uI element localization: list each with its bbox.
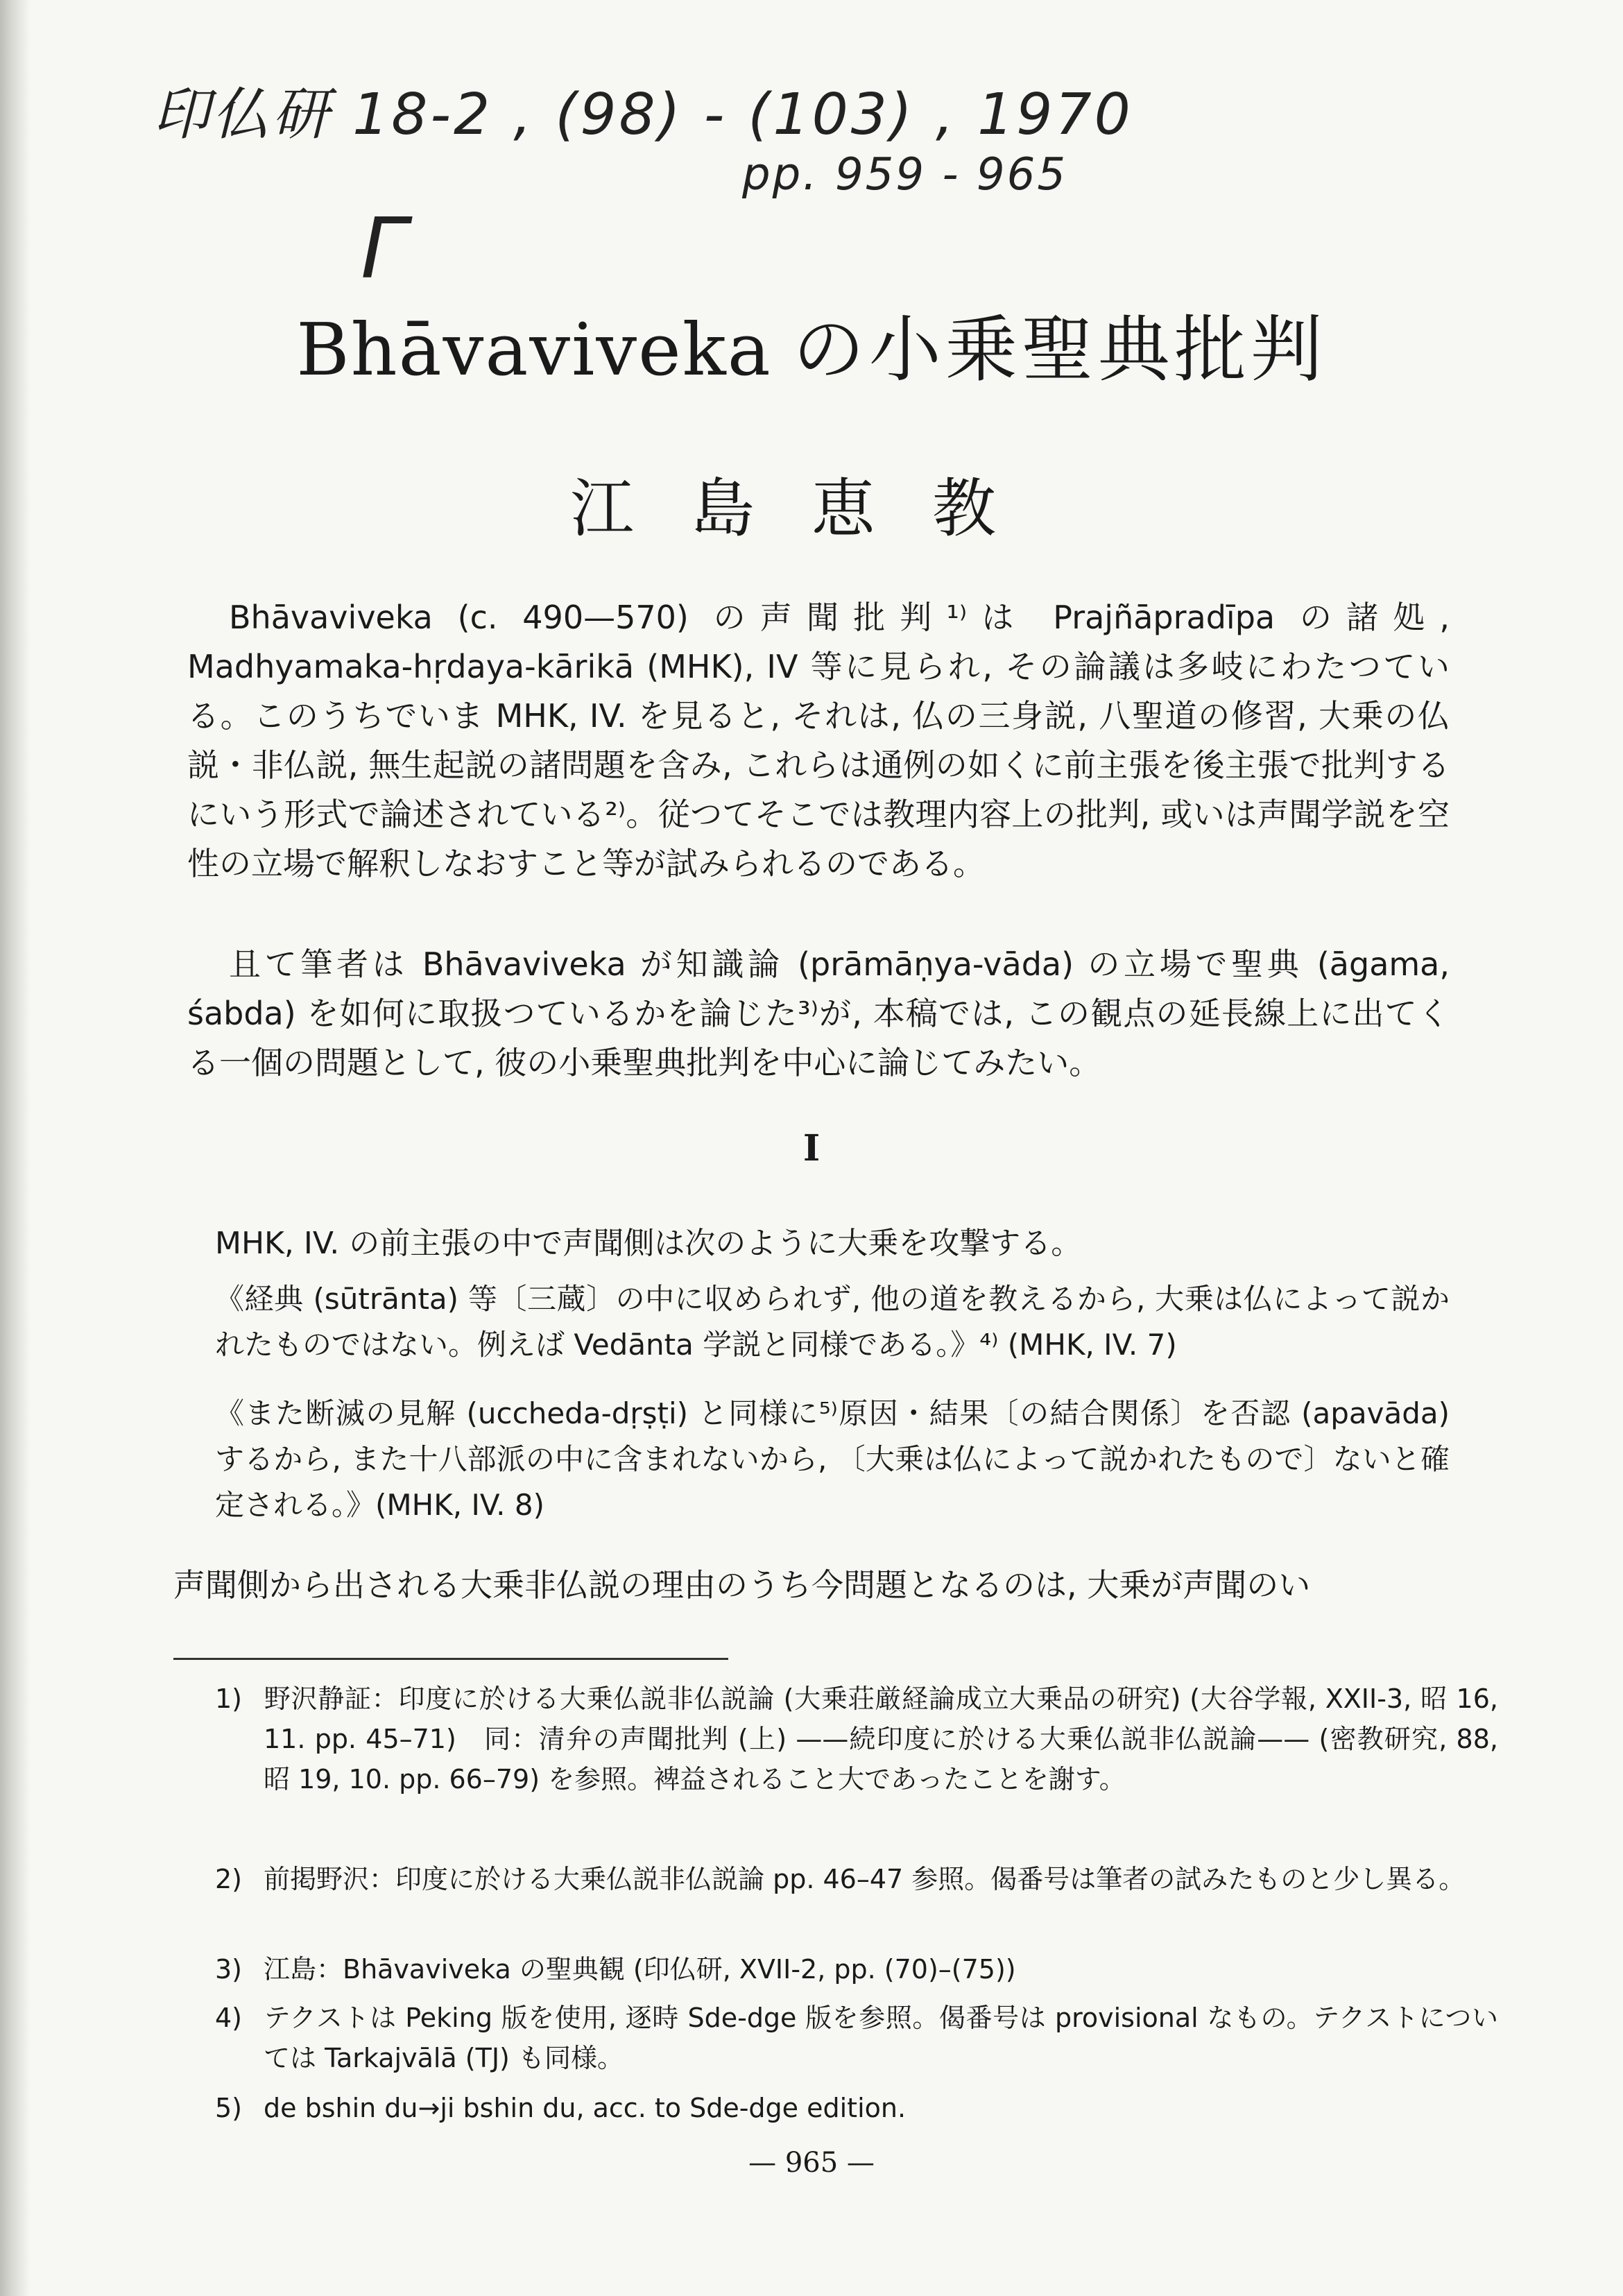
footnote [215, 2088, 1498, 2128]
footnote [215, 1998, 1498, 2078]
title-latin: Bhāvaviveka [296, 307, 772, 392]
footnote [215, 1949, 1498, 1989]
title-japanese: の小乗聖典批判 [792, 307, 1327, 392]
paper-title [0, 291, 1623, 395]
paragraph-continuation: 声聞側から出される大乗非仏説の理由のうち今問題となるのは, 大乗が声聞のい [173, 1566, 1311, 1604]
paragraph-aim: 且て筆者は Bhāvaviveka が知識論 (prāmāṇya-vāda) の立場で聖典 (āgama, śabda) を如何に取扱つているかを論じた³⁾が, 本稿では, この観点の延長線上に出てくる一個の問題として, 彼の小乗聖典批判を中心に論じてみたい。 [187, 945, 1450, 1081]
footnote-divider [173, 1658, 728, 1660]
footnote-number: 4) [215, 2003, 243, 2033]
quote-mhk-iv-7: 《経典 (sūtrānta) 等〔三蔵〕の中に収められず, 他の道を教えるから, 大乗は仏によって説かれたものではない。例えば Vedānta 学説と同様である。》⁴⁾ (MHK, IV. 7) [215, 1282, 1450, 1362]
footnote-text: テクストは Peking 版を使用, 逐時 Sde-dge 版を参照。偈番号は provisional なもの。テクストについては Tarkajvālā (TJ) も同様。 [264, 2003, 1498, 2073]
footnote [215, 1679, 1498, 1799]
quote-intro: MHK, IV. の前主張の中で声聞側は次のように大乗を攻撃する。 [215, 1226, 1082, 1261]
footnote-text: de bshin du→ji bshin du, acc. to Sde-dge edition. [264, 2093, 907, 2123]
footnote [215, 1859, 1498, 1899]
footnote-text: 野沢静証：印度に於ける大乗仏説非仏説論 (大乗荘厳経論成立大乗品の研究) (大谷学報, XXII-3, 昭 16, 11. pp. 45–71) 同：清弁の声聞批判 (上) ——続印度に於ける大乗仏説非仏説論—— (密教研究, 88, 昭 19, 10. pp. 66–79) を参照。裨益されること大であったことを謝す。 [264, 1684, 1498, 1794]
page-number: — 965 — [748, 2147, 875, 2179]
footnote-number: 5) [215, 2093, 243, 2123]
footnote-number: 2) [215, 1864, 243, 1894]
handwritten-page-range: pp. 959 - 965 [742, 149, 1068, 200]
footnote-number: 1) [215, 1684, 243, 1714]
section-heading: I [802, 1127, 821, 1170]
paragraph-intro: Bhāvaviveka (c. 490—570) の声聞批判¹⁾は Prajñāpradīpa の諸処, Madhyamaka-hṛdaya-kārikā (MHK), IV 等に見られ, その論議は多岐にわたつている。このうちでいま MHK, IV. を見ると, それは, 仏の三身説, 八聖道の修習, 大乗の仏説・非仏説, 無生起説の諸問題を含み, これらは通例の如くに前主張を後主張で批判するにいう形式で論述されている²⁾。従つてそこでは教理内容上の批判, 或いは声聞学説を空性の立場で解釈しなおすこと等が試みられるのである。 [187, 599, 1450, 882]
footnote-number: 3) [215, 1954, 243, 1985]
author-name: 江島恵教 [569, 472, 1053, 546]
footnote-text: 前掲野沢：印度に於ける大乗仏説非仏説論 pp. 46–47 参照。偈番号は筆者の試みたものと少し異る。 [264, 1864, 1466, 1894]
quote-mhk-iv-8: 《また断滅の見解 (uccheda-dṛṣṭi) と同様に⁵⁾原因・結果〔の結合関係〕を否認 (apavāda) するから, また十八部派の中に含まれないから, 〔大乗は仏によって説かれたもので〕ないと確定される。》(MHK, IV. 8) [215, 1396, 1450, 1522]
footnote-text: 江島：Bhāvaviveka の聖典観 (印仏研, XVII-2, pp. (70)–(75)) [264, 1954, 1016, 1985]
handwritten-mark: Γ [361, 201, 407, 298]
handwritten-citation: 印仏研 18-2 , (98) - (103) , 1970 [153, 82, 1133, 148]
